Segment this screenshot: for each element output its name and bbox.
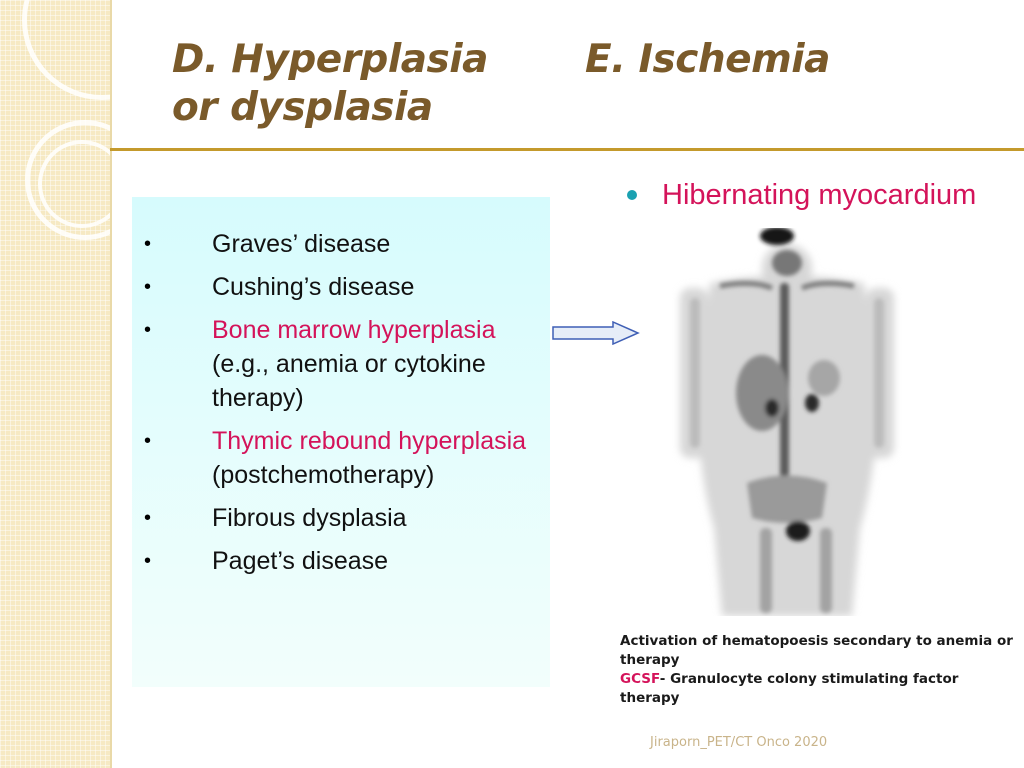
slide-footer: Jiraporn_PET/CT Onco 2020 <box>650 735 828 750</box>
hyperplasia-list-box <box>132 197 550 687</box>
bullet-dot: • <box>144 507 152 529</box>
decorative-side-strip <box>0 0 112 768</box>
bullet-dot: • <box>144 319 152 341</box>
bullet-dot: • <box>144 550 152 572</box>
caption-gcsf: GCSF <box>620 671 660 687</box>
title-divider <box>110 148 1024 151</box>
image-caption <box>620 632 1015 708</box>
list-item-text: (e.g., anemia or cytokine therapy) <box>212 350 486 412</box>
slide-title-right: E. Ischemia <box>585 37 830 82</box>
bullet-dot: • <box>144 276 152 298</box>
caption-gcsf-text: - Granulocyte colony stimulating factor therapy <box>620 671 959 706</box>
bullet-dot: • <box>144 233 152 255</box>
caption-line1: Activation of hematopoesis secondary to anemia or therapy <box>620 633 1013 668</box>
bullet-dot <box>627 190 637 200</box>
list-item-text: Fibrous dysplasia <box>212 504 407 532</box>
list-item <box>132 227 550 261</box>
strip-edge <box>110 0 112 768</box>
bullet-dot: • <box>144 430 152 452</box>
list-item-text: Cushing’s disease <box>212 273 415 301</box>
right-arrow-icon <box>551 321 641 345</box>
title-left-line1: D. Hyperplasia <box>172 37 488 82</box>
list-item <box>132 313 550 415</box>
hibernating-text: Hibernating myocardium <box>662 179 977 211</box>
title-left-line2: or dysplasia <box>172 85 433 130</box>
list-item-highlight: Thymic rebound hyperplasia <box>212 427 527 455</box>
list-item <box>132 501 550 535</box>
list-item <box>132 544 550 578</box>
list-item <box>132 270 550 304</box>
pet-mip-scan <box>672 228 902 616</box>
hyperplasia-list <box>132 227 550 587</box>
slide-title-left <box>172 36 572 132</box>
caption-line2 <box>620 670 1015 708</box>
list-item-highlight: Bone marrow hyperplasia <box>212 316 496 344</box>
list-item-text: Paget’s disease <box>212 547 389 575</box>
list-item <box>132 424 550 492</box>
decorative-circle <box>22 0 182 100</box>
list-item-text: Graves’ disease <box>212 230 391 258</box>
list-item-text: (postchemotherapy) <box>212 461 435 489</box>
hibernating-bullet <box>627 176 1024 216</box>
decorative-circle <box>38 140 126 228</box>
